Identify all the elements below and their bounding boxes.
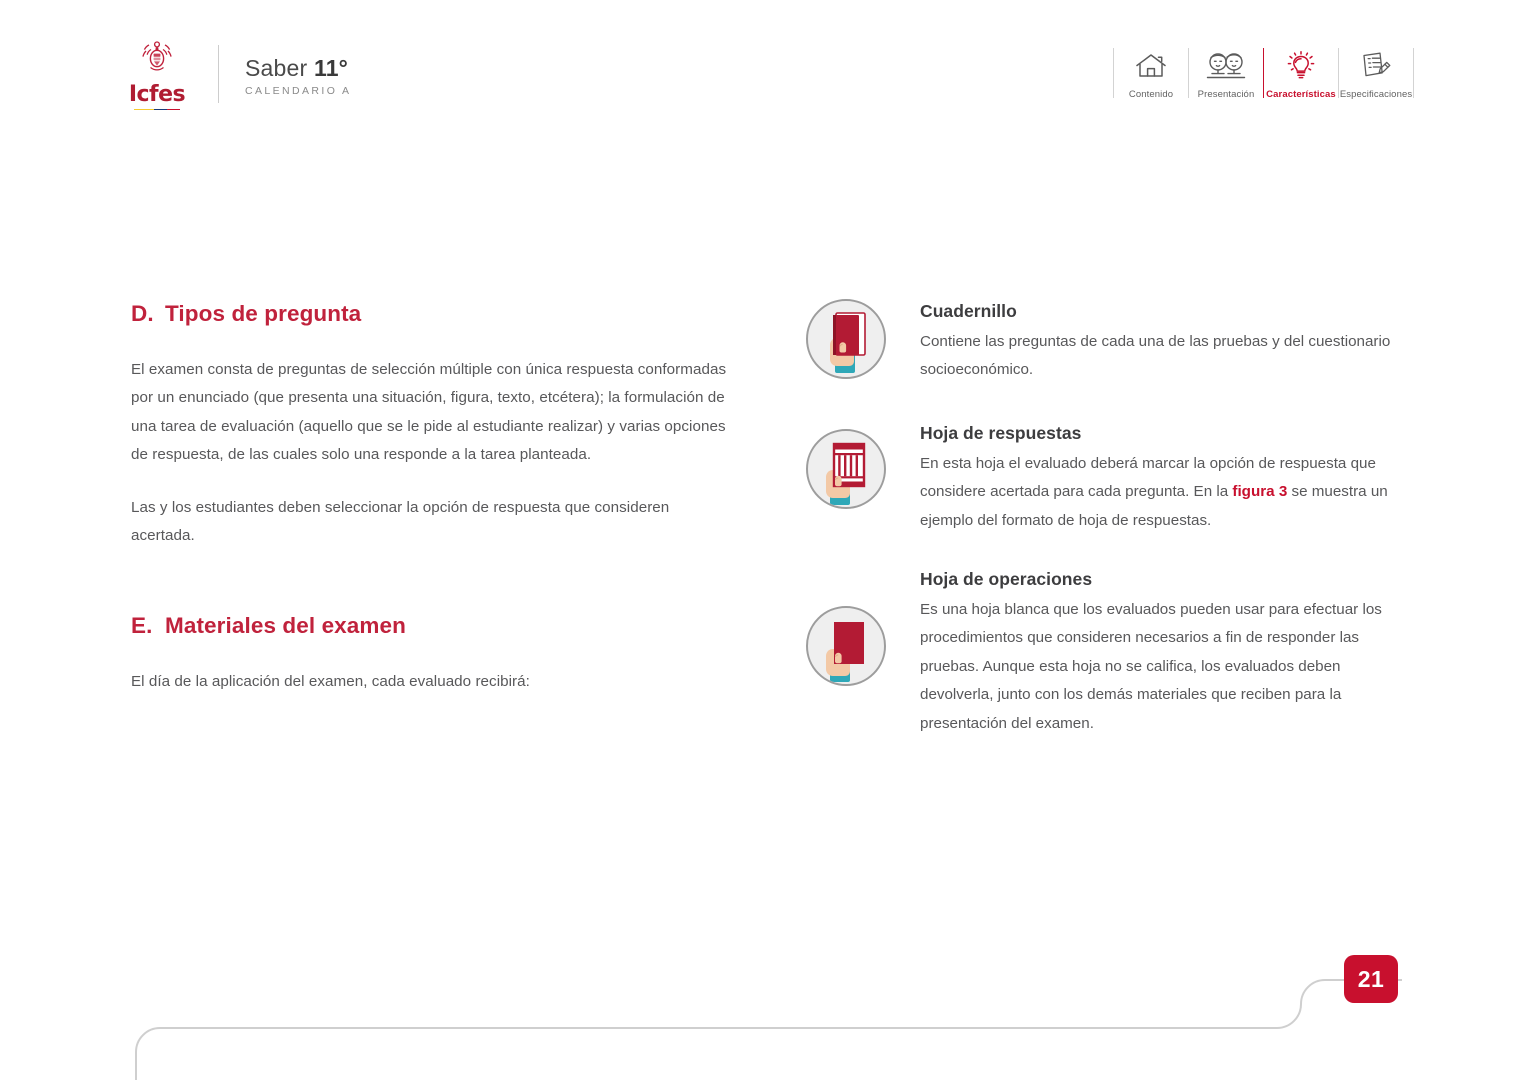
material-title: Hoja de operaciones xyxy=(920,569,1093,590)
material-title: Hoja de respuestas xyxy=(920,422,1082,443)
house-icon xyxy=(1134,46,1168,86)
paragraph-e-1: El día de la aplicación del examen, cada evaluado recibirá: xyxy=(131,673,530,691)
paragraph-d-1: El examen consta de preguntas de selección múltiple con única respuesta conformadas por un enunciado (que presenta una situación, figura, texto, etcétera); la formulación de una tarea de evaluación (aquello que se le pide al estudiante realizar) y varias opciones de respuesta, de las cuales solo una responde a la tarea planteada. xyxy=(131,361,727,464)
icfes-logo-wordmark: Icfes xyxy=(128,82,186,107)
material-text xyxy=(920,328,1402,385)
material-text-before: En esta hoja el evaluado deberá marcar la opción de respuesta que considere acertada para cada pregunta. En la xyxy=(920,454,1376,501)
material-item xyxy=(806,296,1402,385)
nav-item-presentacion[interactable] xyxy=(1189,46,1263,100)
nav-item-contenido[interactable] xyxy=(1114,46,1188,100)
page-number-badge: 21 xyxy=(1344,955,1398,1003)
material-item xyxy=(806,564,1402,738)
nav-label-contenido: Contenido xyxy=(1128,89,1174,100)
material-text-highlight: figura 3 xyxy=(1232,483,1288,501)
material-text-before: Es una hoja blanca que los evaluados pueden usar para efectuar los procedimientos que consideren necesarios a fin de responder las pruebas. Aunque esta hoja no se califica, los evaluados deben devolverla, junto con los demás materiales que reciben para la presentación del examen. xyxy=(920,601,1382,732)
hand-holding-answer-sheet-icon xyxy=(806,429,886,509)
colombia-flag-bar xyxy=(134,109,180,110)
brand-titles xyxy=(245,52,351,97)
paragraph-d-2: Las y los estudiantes deben seleccionar la opción de respuesta que consideren acertada. xyxy=(131,498,670,545)
exam-title xyxy=(245,54,351,82)
material-item xyxy=(806,418,1402,535)
section-heading-e xyxy=(131,612,731,640)
nav-item-caracteristicas[interactable] xyxy=(1264,46,1338,100)
exam-subtitle: CALENDARIO A xyxy=(245,84,352,97)
section-title-d: Tipos de pregunta xyxy=(165,301,362,326)
footer-curve-decoration xyxy=(0,940,1530,1080)
section-title-e: Materiales del examen xyxy=(165,613,406,639)
material-text-after: se muestra un ejemplo del formato de hoja de respuestas. xyxy=(920,483,1388,529)
nav-label-caracteristicas: Características xyxy=(1266,89,1336,100)
colombia-coat-of-arms-icon xyxy=(137,38,177,83)
nav-label-especificaciones: Especificaciones xyxy=(1339,89,1413,100)
brand-block xyxy=(128,38,351,110)
lightbulb-icon xyxy=(1283,46,1319,86)
two-people-icon xyxy=(1203,46,1249,86)
brand-divider xyxy=(218,45,219,103)
exam-title-bold: 11° xyxy=(313,54,349,81)
top-navigation xyxy=(1113,46,1414,112)
material-body xyxy=(920,296,1402,385)
clipboard-pencil-icon xyxy=(1356,46,1396,86)
page-header xyxy=(0,0,1530,125)
hand-holding-blank-sheet-icon xyxy=(806,606,886,686)
material-text-before: Contiene las preguntas de cada una de las pruebas y del cuestionario socioeconómico. xyxy=(920,333,1391,379)
material-text xyxy=(920,450,1402,535)
section-letter-d: D. xyxy=(131,301,154,326)
hand-holding-booklet-icon xyxy=(806,299,886,379)
left-column xyxy=(131,300,731,697)
section-heading-d xyxy=(131,300,731,328)
material-body xyxy=(920,418,1402,535)
section-letter-e: E. xyxy=(131,613,153,639)
nav-label-presentacion: Presentación xyxy=(1197,89,1255,100)
material-text xyxy=(920,596,1402,738)
nav-divider xyxy=(1413,48,1414,98)
nav-item-especificaciones[interactable] xyxy=(1339,46,1413,100)
material-title: Cuadernillo xyxy=(920,301,1017,321)
material-body xyxy=(920,564,1402,738)
right-column xyxy=(806,296,1402,764)
icfes-logo xyxy=(128,38,186,110)
exam-title-plain: Saber xyxy=(245,54,314,81)
